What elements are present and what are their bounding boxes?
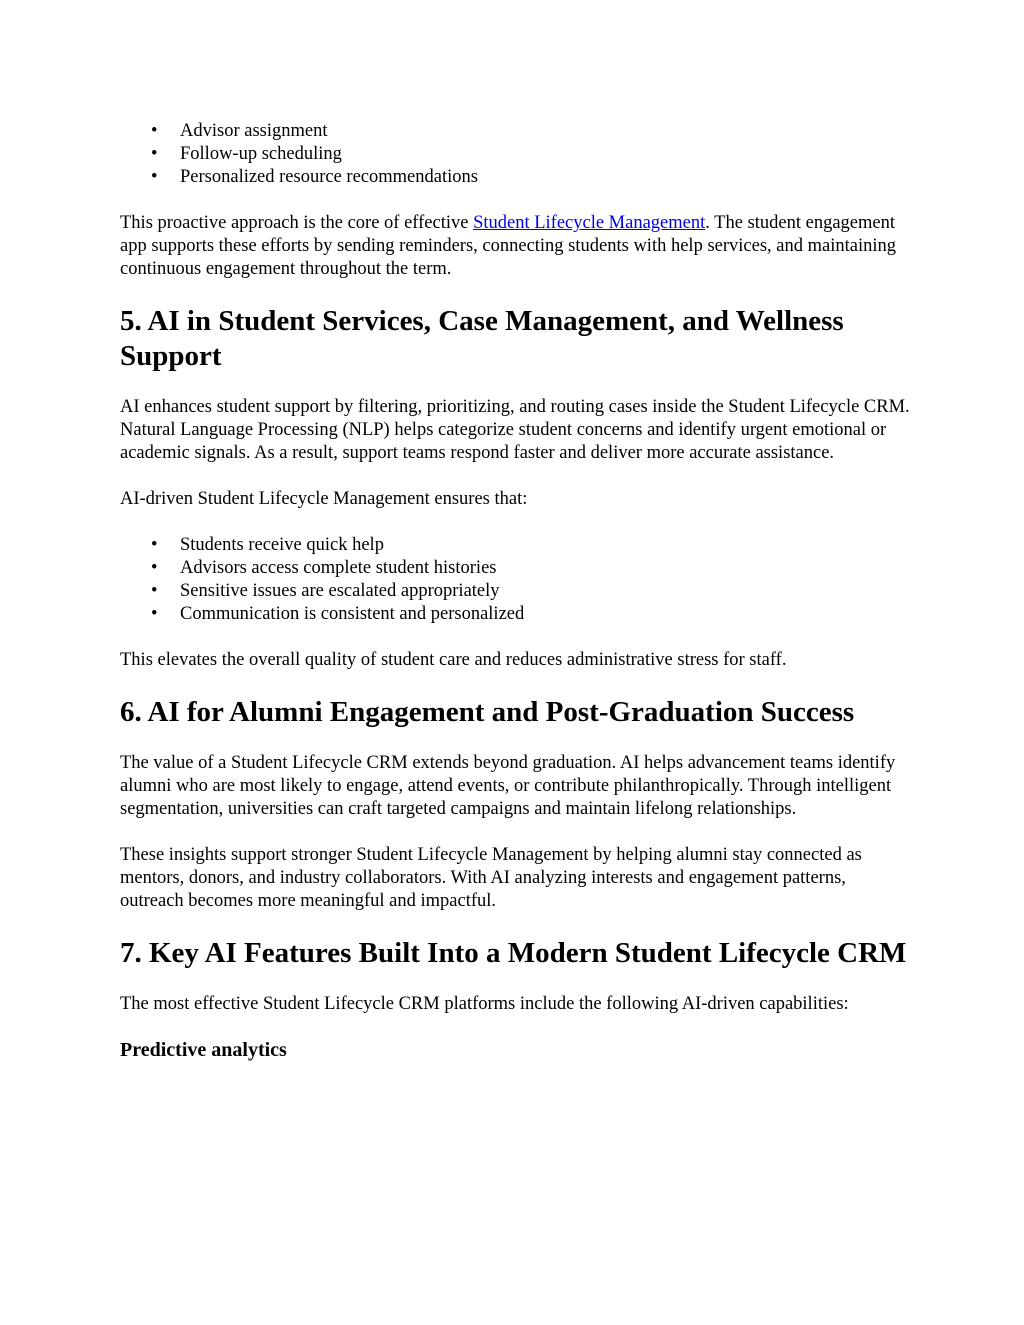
list-item: • Sensitive issues are escalated appropriately bbox=[180, 580, 910, 603]
list-item: • Students receive quick help bbox=[180, 534, 910, 557]
student-lifecycle-management-link[interactable]: Student Lifecycle Management bbox=[473, 213, 706, 233]
text: This proactive approach is the core of effective bbox=[120, 213, 474, 233]
list-item: • Communication is consistent and personalized bbox=[180, 603, 910, 626]
list-item: • Advisor assignment bbox=[180, 120, 910, 143]
paragraph: AI enhances student support by filtering, prioritizing, and routing cases inside the Student Lifecycle CRM. Natural Language Processing (NLP) helps categorize student concerns and identify urgent emotional or academic signals. As a result, support teams respond faster and deliver more accurate assistance. bbox=[120, 397, 910, 463]
list-item: • Personalized resource recommendations bbox=[180, 166, 910, 189]
list-item: • Advisors access complete student histories bbox=[180, 557, 910, 580]
paragraph: This elevates the overall quality of student care and reduces administrative stress for staff. bbox=[120, 650, 787, 670]
bullet-list-actions bbox=[120, 120, 910, 189]
bullet-list-ensures bbox=[120, 534, 910, 626]
list-item: • Follow-up scheduling bbox=[180, 143, 910, 166]
paragraph: These insights support stronger Student Lifecycle Management by helping alumni stay connected as mentors, donors, and industry collaborators. With AI analyzing interests and engagement patterns, outreach becomes more meaningful and impactful. bbox=[120, 845, 862, 911]
heading-section-5: 5. AI in Student Services, Case Management, and Wellness Support bbox=[120, 305, 844, 372]
paragraph-proactive bbox=[120, 212, 910, 281]
paragraph: AI-driven Student Lifecycle Management ensures that: bbox=[120, 489, 528, 509]
subheading-predictive-analytics: Predictive analytics bbox=[120, 1039, 287, 1061]
text: . The student engagement app supports these efforts by sending reminders, connecting students with help services, and maintaining continuous engagement throughout the term. bbox=[120, 213, 896, 279]
heading-section-7: 7. Key AI Features Built Into a Modern Student Lifecycle CRM bbox=[120, 937, 907, 969]
document-content bbox=[120, 120, 910, 1062]
heading-section-6: 6. AI for Alumni Engagement and Post-Graduation Success bbox=[120, 696, 855, 728]
paragraph: The most effective Student Lifecycle CRM platforms include the following AI-driven capabilities: bbox=[120, 994, 849, 1014]
paragraph: The value of a Student Lifecycle CRM extends beyond graduation. AI helps advancement teams identify alumni who are most likely to engage, attend events, or contribute philanthropically. Through intelligent segmentation, universities can craft targeted campaigns and maintain lifelong relationships. bbox=[120, 753, 896, 819]
